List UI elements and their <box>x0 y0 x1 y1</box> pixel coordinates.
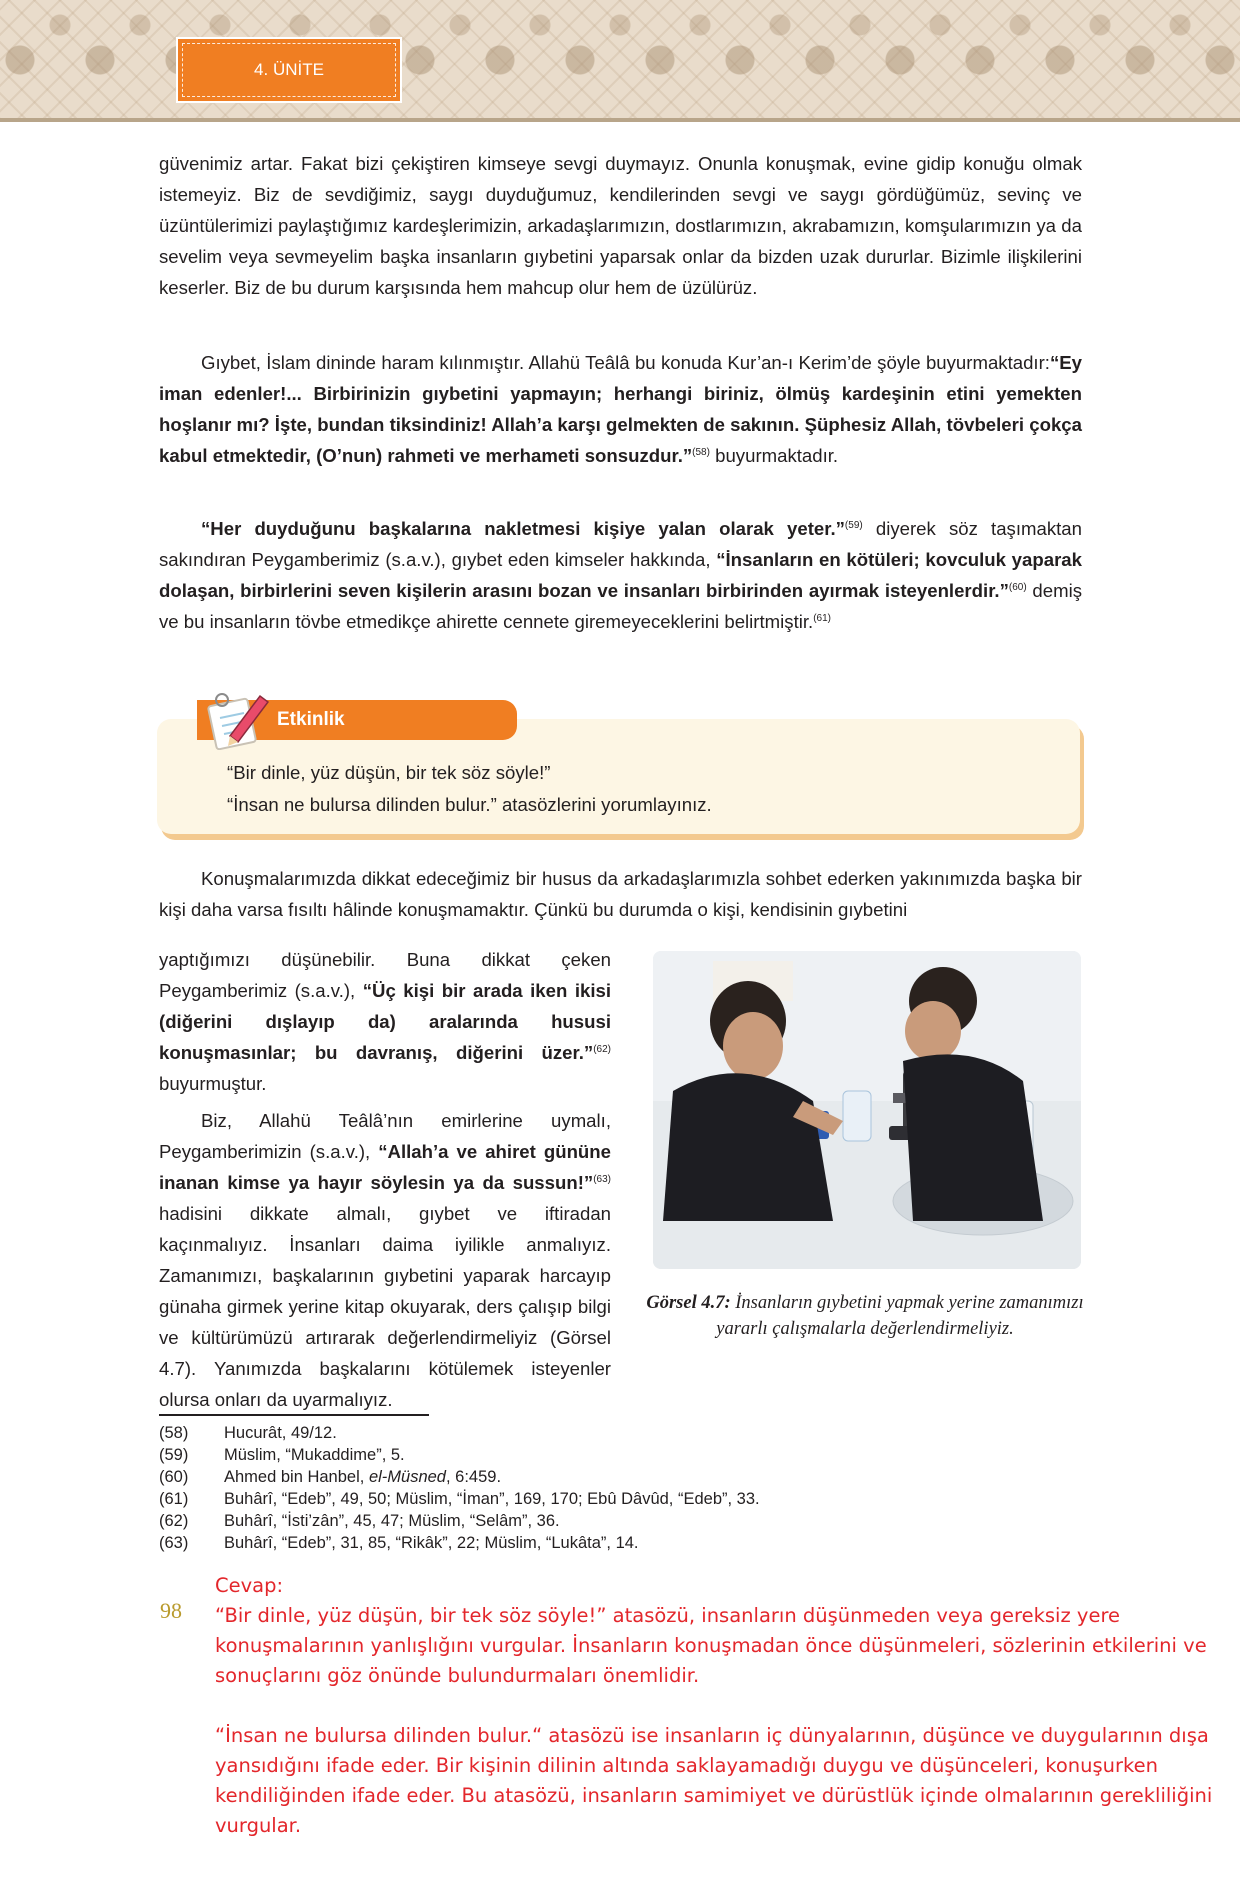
answer-label: Cevap: <box>215 1574 284 1597</box>
footnote-number: (60) <box>159 1468 189 1486</box>
unit-tab <box>176 37 402 103</box>
footnote-ref: (62) <box>593 1043 611 1055</box>
paragraph-1-text: güvenimiz artar. Fakat bizi çekiştiren kimseye sevgi duymayız. Onunla konuşmak, evine gidip konuğu olmak istemeyiz. Biz de sevdiğimiz, saygı duyduğumuz, kendilerinden sevgi ve saygı gördüğümüz, sevinç ve üzüntülerimizi paylaştığımız kardeşlerimizin, arkadaşlarımızın, dostlarımızın, akrabamızın, komşularımızın ya da sevelim veya sevmeyelim başka insanların gıybetini yaparsak onlar da bizden uzak dururlar. Bizimle ilişkilerini keserler. Biz de bu durum karşısında hem mahcup olur hem de üzülürüz. <box>159 153 1082 298</box>
footnote-ref: (58) <box>692 447 710 458</box>
footnote-number: (59) <box>159 1446 189 1464</box>
footnote-ref: (60) <box>1008 582 1027 593</box>
paragraph-3-text: diyerek söz taşımaktan sakındıran Peygamberimiz (s.a.v.), gıybet eden kimseler hakkında, <box>159 518 1082 570</box>
paragraph-5-text: buyurmuştur. <box>159 1072 267 1094</box>
paragraph-4 <box>159 863 1082 925</box>
footnote-text: Buhârî, “İsti’zân”, 45, 47; Müslim, “Selâm”, 36. <box>224 1512 560 1530</box>
paragraph-6 <box>159 1086 611 1433</box>
header-divider <box>0 118 1240 122</box>
footnote-item <box>159 1444 760 1466</box>
hadith-quote: “İnsanların en kötüleri; kovculuk yaparak dolaşan, birbirlerini seven kişilerin arasını bozan ve insanları birbirinden ayırmak isteyenlerdir.” <box>159 549 1082 601</box>
hadith-quote: “Üç kişi bir arada iken ikisi (diğerini dışlayıp da) aralarında hususi konuşmasınlar; bu davranış, diğerini üzer.” <box>159 979 611 1063</box>
paragraph-1 <box>159 148 1082 303</box>
footnote-text: Müslim, “Mukaddime”, 5. <box>224 1446 405 1464</box>
hadith-quote: “Allah’a ve ahiret gününe inanan kimse ya hayır söylesin ya da sussun!” <box>159 1140 611 1193</box>
footnote-item <box>159 1466 760 1488</box>
paragraph-3 <box>159 513 1082 637</box>
footnote-number: (62) <box>159 1512 189 1530</box>
figure-caption-text: İnsanların gıybetini yapmak yerine zamanımızı yararlı çalışmalarla değerlendirmeliyiz. <box>716 1293 1084 1339</box>
activity-title: Etkinlik <box>277 709 345 730</box>
answer-paragraph-1: “Bir dinle, yüz düşün, bir tek söz söyle!” atasözü, insanların düşünmeden veya gereksiz yere konuşmalarının yanlışlığını vurgular. İnsanların konuşmadan önce düşünmeleri, sözlerinin etkilerini ve sonuçlarını göz önünde bulundurmaları önemlidir. <box>215 1604 1207 1687</box>
paragraph-6-text: Biz, Allahü Teâlâ’nın emirlerine uymalı, Peygamberimizin (s.a.v.), <box>159 1109 611 1162</box>
footnote-item <box>159 1422 760 1444</box>
footnote-number: (58) <box>159 1424 189 1442</box>
paragraph-3-text: demiş ve bu insanların tövbe etmedikçe ahirette cennete giremeyeceklerini belirtmiştir. <box>159 580 1082 632</box>
proverb-2: “İnsan ne bulursa dilinden bulur.” atasözlerini yorumlayınız. <box>227 794 712 815</box>
figure-caption <box>645 1290 1085 1342</box>
footnote-ref: (63) <box>593 1173 611 1185</box>
paragraph-2 <box>159 347 1082 471</box>
footnote-text: Ahmed bin Hanbel, <box>224 1468 369 1486</box>
paragraph-2-outro: buyurmaktadır. <box>709 445 839 466</box>
paragraph-2-intro: Gıybet, İslam dininde haram kılınmıştır. Allahü Teâlâ bu konuda Kur’an-ı Kerim’de şöyle buyurmaktadır: <box>201 352 1050 373</box>
students-microscope-photo <box>653 951 1081 1269</box>
footnote-book-title: el-Müsned <box>368 1468 446 1486</box>
footnote-text: Buhârî, “Edeb”, 49, 50; Müslim, “İman”, 169, 170; Ebû Dâvûd, “Edeb”, 33. <box>224 1490 760 1508</box>
figure-label: Görsel 4.7: <box>646 1293 731 1313</box>
answer-spacer <box>215 1691 1225 1721</box>
paragraph-6-text: hadisini dikkate almalı, gıybet ve iftiradan kaçınmalıyız. İnsanları daima iyilikle anmalıyız. Zamanımızı, başkalarının gıybetini yaparak harcayıp günaha girmek yerine kitap okuyarak, ders çalışıp bilgi ve kültürümüzü artırarak değerlendirmeliyiz (Görsel 4.7). Yanımızda başkalarını kötülemek isteyenler olursa onları da uyarmalıyız. <box>159 1202 611 1410</box>
answer-block <box>215 1571 1225 1841</box>
footnote-item <box>159 1532 760 1554</box>
answer-paragraph-2: “İnsan ne bulursa dilinden bulur.“ atasözü ise insanların iç dünyalarının, düşünce ve duygularının dışa yansıdığını ifade eder. Bir kişinin dilinin altında saklayamadığı duygu ve düşünceleri, konuşurken kendiliğinden ifade eder. Bu atasözü, insanların samimiyet ve dürüstlük içinde olmalarının gerekliliğini vurgular. <box>215 1724 1213 1837</box>
footnote-ref: (59) <box>844 520 863 531</box>
footnote-number: (63) <box>159 1534 189 1552</box>
footnotes <box>159 1422 760 1554</box>
footnote-number: (61) <box>159 1490 189 1508</box>
footnote-text: , 6:459. <box>445 1468 502 1486</box>
quran-quote: “Ey iman edenler!... Birbirinizin gıybetini yapmayın; herhangi biriniz, ölmüş kardeşinin etini yemekten hoşlanır mı? İşte, bundan tiksindiniz! Allah’a karşı gelmekten de sakının. Şüphesiz Allah, tövbeleri çokça kabul etmektedir, (O’nun) rahmeti ve merhameti sonsuzdur.” <box>159 352 1082 466</box>
pencil-paper-icon <box>204 688 274 750</box>
footnote-text: Hucurât, 49/12. <box>224 1424 337 1442</box>
page-number: 98 <box>160 1598 182 1623</box>
hadith-quote: “Her duyduğunu başkalarına nakletmesi kişiye yalan olarak yeter.” <box>201 518 845 539</box>
activity-content <box>227 757 712 821</box>
proverb-1: “Bir dinle, yüz düşün, bir tek söz söyle!” <box>227 762 551 783</box>
footnote-item <box>159 1510 760 1532</box>
paragraph-5-text: yaptığımızı düşünebilir. Buna dikkat çeken Peygamberimiz (s.a.v.), <box>159 948 611 1001</box>
paragraph-4-text: Konuşmalarımızda dikkat edeceğimiz bir husus da arkadaşlarımızla sohbet ederken yakınımızda başka bir kişi daha varsa fısıltı hâlinde konuşmamaktır. Çünkü bu durumda o kişi, kendisinin gıybetini <box>159 868 1082 920</box>
photo-illustration <box>653 951 1081 1269</box>
footnote-divider <box>159 1414 429 1416</box>
footnote-item <box>159 1488 760 1510</box>
unit-label: 4. ÜNİTE <box>254 60 324 79</box>
footnote-ref: (61) <box>813 613 832 624</box>
footnote-text: Buhârî, “Edeb”, 31, 85, “Rikâk”, 22; Müslim, “Lukâta”, 14. <box>224 1534 639 1552</box>
